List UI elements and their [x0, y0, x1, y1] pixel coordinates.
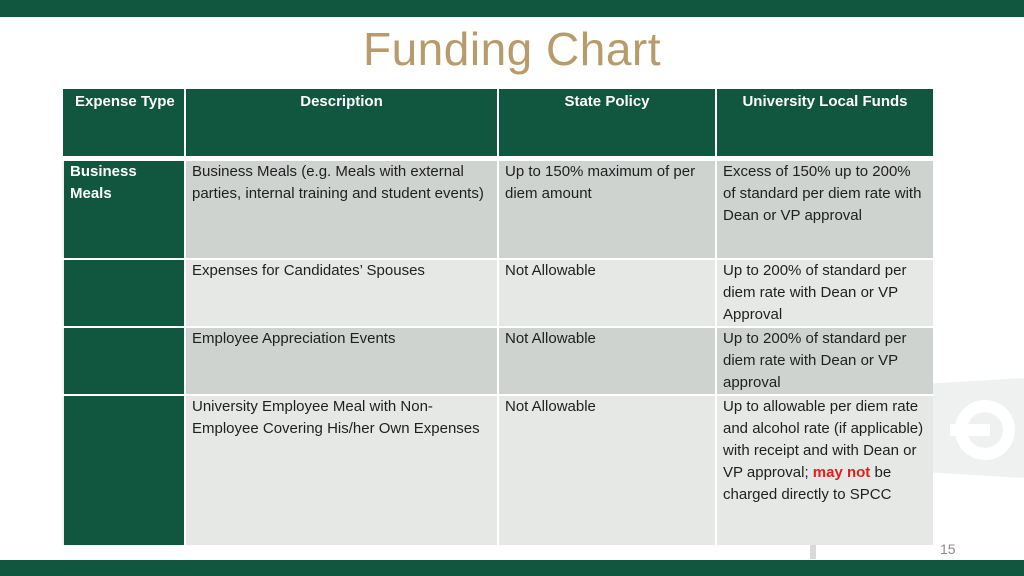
description-cell: Expenses for Candidates’ Spouses	[185, 259, 498, 327]
expense-type-line: Business	[70, 163, 137, 180]
warning-text: may not	[812, 464, 871, 481]
expense-type-cell	[63, 259, 185, 327]
table-row	[63, 161, 933, 259]
expense-type-cell	[63, 395, 185, 546]
university-funds-text: be charged directly to SPCC	[723, 464, 892, 503]
state-policy-cell: Not Allowable	[498, 327, 716, 395]
university-funds-text: Up to allowable per diem rate and alcohol rate (if applicable) with receipt and with Dean or VP approval;	[723, 398, 924, 481]
header-expense-type: Expense Type	[63, 89, 185, 156]
expense-type-cell	[63, 327, 185, 395]
expense-type-line: Meals	[70, 185, 112, 202]
slide-title: Funding Chart	[363, 23, 661, 75]
description-cell: Business Meals (e.g. Meals with external parties, internal training and student events)	[185, 161, 498, 259]
bottom-brand-bar	[0, 560, 1024, 576]
state-policy-cell: Not Allowable	[498, 395, 716, 546]
footer-divider	[810, 545, 816, 559]
table-row	[63, 395, 933, 546]
funding-table	[62, 89, 933, 547]
university-funds-cell	[716, 395, 933, 546]
state-policy-cell: Not Allowable	[498, 259, 716, 327]
university-funds-cell: Up to 200% of standard per diem rate with Dean or VP approval	[716, 327, 933, 395]
table-row	[63, 259, 933, 327]
state-policy-cell: Up to 150% maximum of per diem amount	[498, 161, 716, 259]
slide-number: 15	[940, 541, 956, 557]
university-funds-cell: Up to 200% of standard per diem rate with Dean or VP Approval	[716, 259, 933, 327]
table-header-row	[63, 89, 933, 156]
university-funds-cell: Excess of 150% up to 200% of standard per diem rate with Dean or VP approval	[716, 161, 933, 259]
table-row	[63, 327, 933, 395]
header-description: Description	[185, 89, 498, 156]
header-state-policy: State Policy	[498, 89, 716, 156]
expense-type-cell	[63, 161, 185, 259]
description-cell: Employee Appreciation Events	[185, 327, 498, 395]
description-cell: University Employee Meal with Non-Employee Covering His/her Own Expenses	[185, 395, 498, 546]
top-brand-bar	[0, 0, 1024, 17]
header-university-local-funds: University Local Funds	[716, 89, 933, 156]
